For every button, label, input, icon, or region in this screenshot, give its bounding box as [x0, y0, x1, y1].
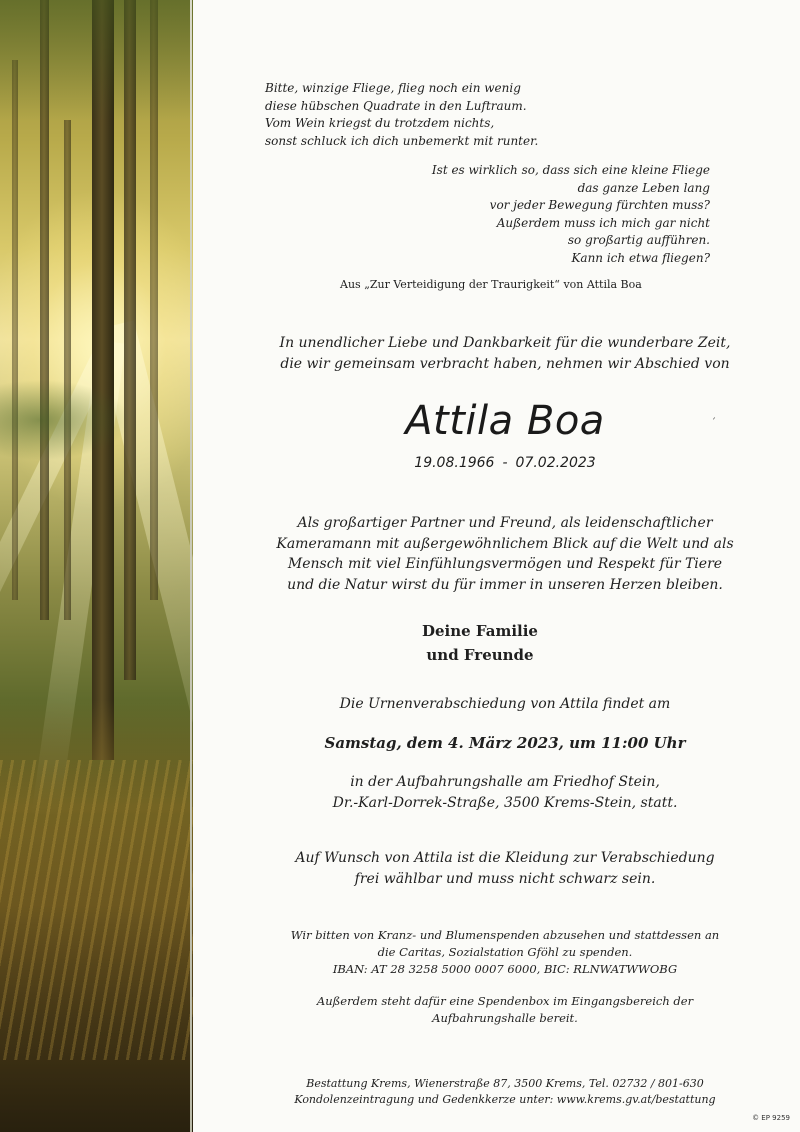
poem-line: Bitte, winzige Fliege, flieg noch ein wenig	[265, 81, 521, 95]
tribute-line: Mensch mit viel Einfühlungsvermögen und Respekt für Tiere	[287, 556, 723, 572]
source-title: „Zur Verteidigung der Traurigkeit“	[364, 278, 560, 291]
source-prefix: Aus	[340, 278, 361, 291]
donation-box-note	[250, 993, 760, 1027]
footer-line: Bestattung Krems, Wienerstraße 87, 3500 Krems, Tel. 02732 / 801-630	[306, 1077, 704, 1090]
ceremony-intro: Die Urnenverabschiedung von Attila findet am	[339, 696, 671, 712]
poem-line: Ist es wirklich so, dass sich eine kleine Fliege	[431, 163, 710, 177]
ceremony-datetime: Samstag, dem 4. März 2023, um 11:00 Uhr	[324, 734, 686, 752]
place-line: Dr.-Karl-Dorrek-Straße, 3500 Krems-Stein, statt.	[332, 794, 678, 811]
dress-line: frei wählbar und muss nicht schwarz sein.	[354, 870, 656, 887]
box-line: Außerdem steht dafür eine Spendenbox im Eingangsbereich der	[316, 994, 694, 1008]
poem-line: Kann ich etwa fliegen?	[571, 250, 710, 265]
family-line: und Freunde	[426, 646, 534, 664]
poem-line: Außerdem muss ich mich gar nicht	[496, 215, 710, 230]
funeral-home-footer	[250, 1076, 760, 1108]
print-code: © EP 9259	[752, 1114, 790, 1122]
forest-image	[0, 0, 193, 1132]
poem-line: diese hübschen Quadrate in den Luftraum.	[265, 98, 527, 113]
stray-mark: ´	[711, 418, 716, 429]
tribute-line: Als großartiger Partner und Freund, als leidenschaftlicher	[297, 515, 713, 531]
ceremony-place	[275, 772, 735, 813]
donation-line: Wir bitten von Kranz- und Blumenspenden abzusehen und stattdessen an	[290, 928, 720, 942]
family-line: Deine Familie	[422, 622, 538, 640]
poem-line: Vom Wein kriegst du trotzdem nichts,	[265, 116, 495, 130]
birth-date: 19.08.1966	[414, 455, 495, 471]
poem-line: vor jeder Bewegung fürchten muss?	[489, 198, 710, 212]
family-signature	[380, 619, 580, 667]
place-line: in der Aufbahrungshalle am Friedhof Stein,	[350, 774, 660, 790]
dress-line: Auf Wunsch von Attila ist die Kleidung zur Verabschiedung	[295, 850, 715, 866]
box-line: Aufbahrungshalle bereit.	[432, 1011, 578, 1025]
poem-line: so großartig aufführen.	[567, 233, 710, 247]
dress-code	[255, 848, 755, 889]
poem-line: das ganze Leben lang	[577, 180, 710, 195]
source-suffix: von Attila Boa	[563, 278, 642, 291]
tribute-text	[270, 513, 740, 595]
death-date: 07.02.2023	[515, 455, 596, 471]
tribute-line: Kameramann mit außergewöhnlichem Blick auf die Welt und als	[276, 535, 734, 552]
donation-request	[250, 927, 760, 978]
intro-line: In unendlicher Liebe und Dankbarkeit für die wunderbare Zeit,	[279, 335, 731, 351]
farewell-intro	[235, 333, 775, 375]
poem-stanza-2	[425, 162, 710, 267]
donation-line: IBAN: AT 28 3258 5000 0007 6000, BIC: RLNWATWWOBG	[332, 962, 678, 976]
text-column	[195, 0, 800, 1132]
deceased-name: Attila Boa	[405, 398, 605, 444]
tribute-line: und die Natur wirst du für immer in unseren Herzen bleiben.	[287, 576, 723, 593]
life-dates	[355, 455, 655, 471]
poem-source	[340, 278, 642, 291]
date-separator: -	[502, 455, 508, 471]
image-divider	[190, 0, 192, 1132]
footer-line: Kondolenzeintragung und Gedenkkerze unter: www.krems.gv.at/bestattung	[294, 1093, 716, 1106]
intro-line: die wir gemeinsam verbracht haben, nehmen wir Abschied von	[280, 356, 730, 372]
poem-line: sonst schluck ich dich unbemerkt mit runter.	[265, 133, 539, 148]
donation-line: die Caritas, Sozialstation Gföhl zu spenden.	[377, 945, 633, 959]
poem-stanza-1	[265, 80, 595, 150]
